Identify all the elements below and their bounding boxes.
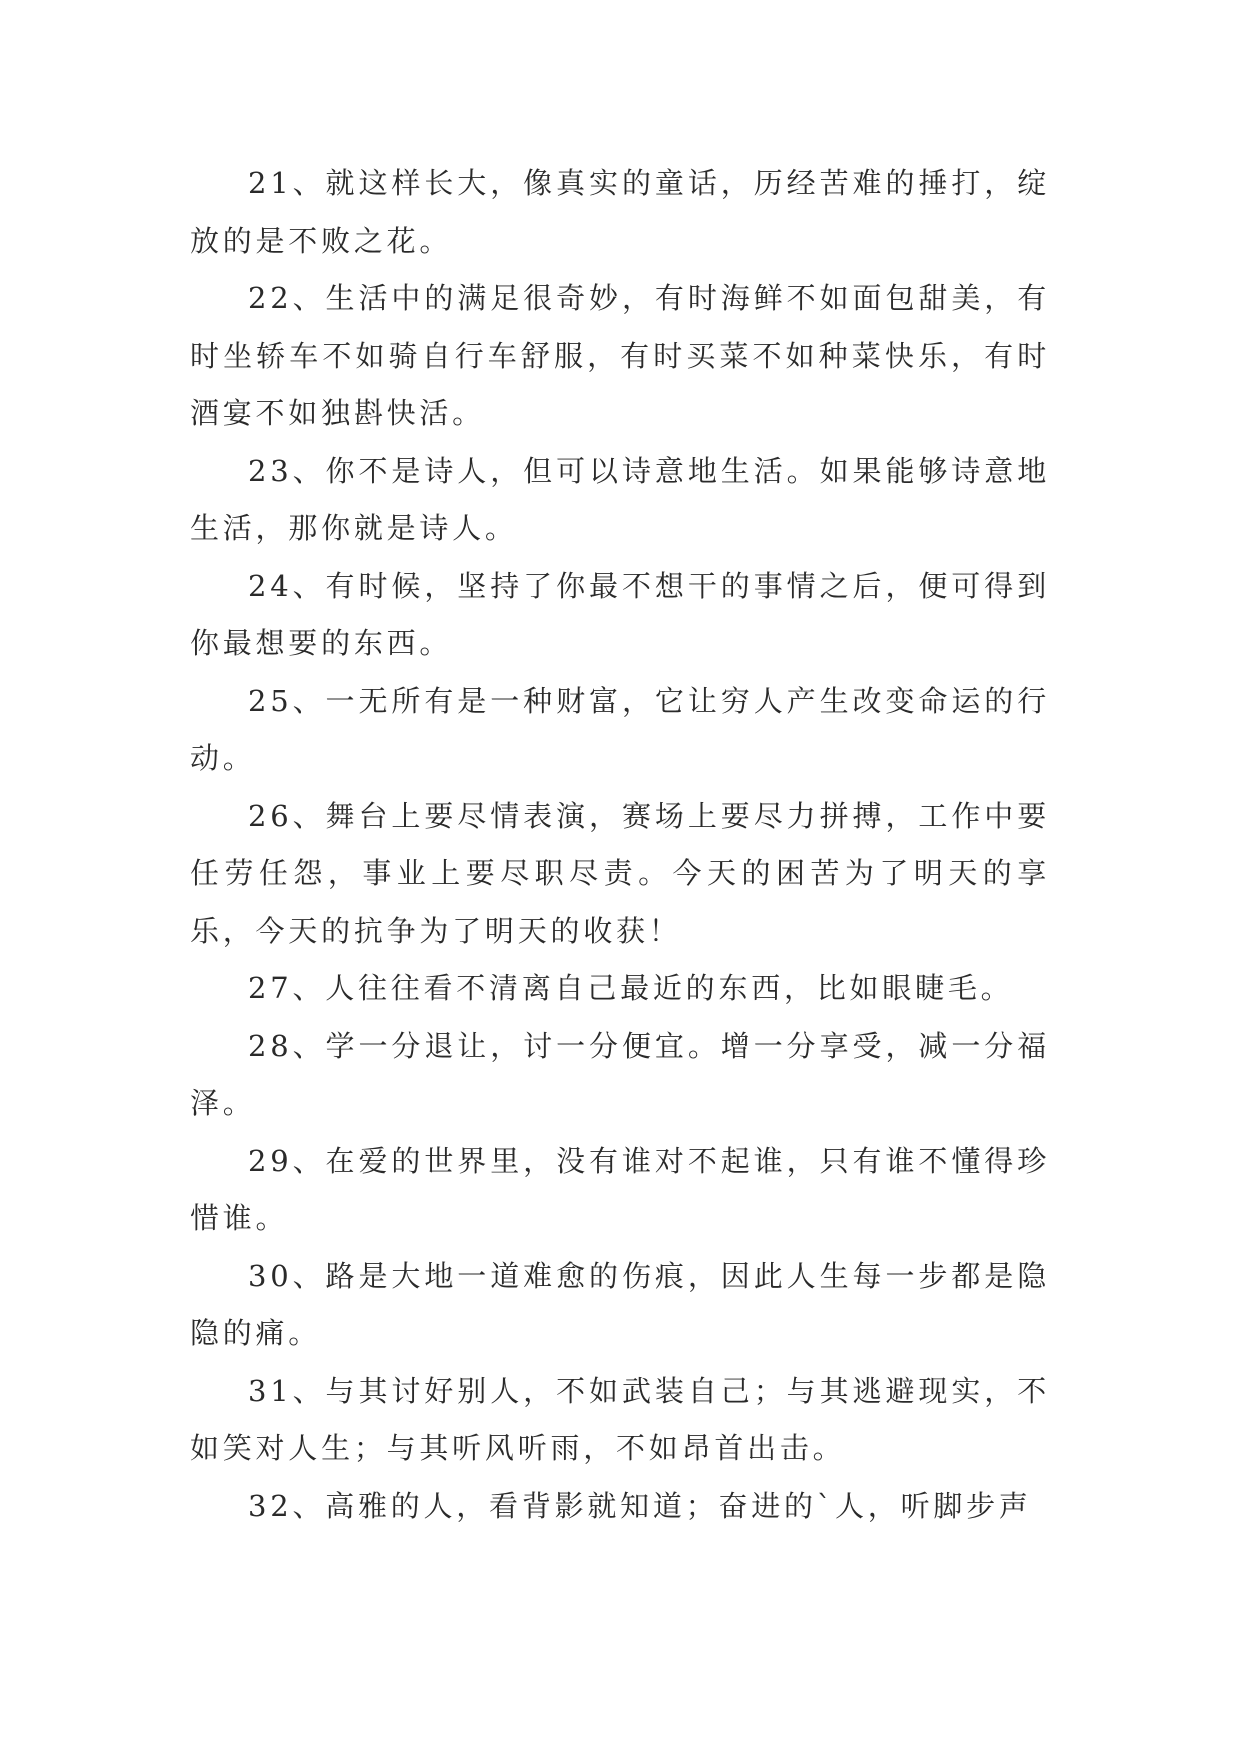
paragraph-27: 27、人往往看不清离自己最近的东西，比如眼睫毛。 xyxy=(248,971,1014,1005)
paragraph-28: 28、学一分退让，讨一分便宜。增一分享受，减一分福泽。 xyxy=(190,1028,1050,1120)
paragraph-23: 23、你不是诗人，但可以诗意地生活。如果能够诗意地生活，那你就是诗人。 xyxy=(190,453,1050,545)
paragraph-22: 22、生活中的满足很奇妙，有时海鲜不如面包甜美，有时坐轿车不如骑自行车舒服，有时买菜不如种菜快乐，有时酒宴不如独斟快活。 xyxy=(190,281,1050,430)
paragraph-31: 31、与其讨好别人，不如武装自己；与其逃避现实，不如笑对人生；与其听风听雨，不如昂首出击。 xyxy=(190,1373,1050,1465)
paragraph-24: 24、有时候，坚持了你最不想干的事情之后，便可得到你最想要的东西。 xyxy=(190,568,1050,660)
paragraph-26: 26、舞台上要尽情表演，赛场上要尽力拼搏，工作中要任劳任怨，事业上要尽职尽责。今天的困苦为了明天的享乐，今天的抗争为了明天的收获！ xyxy=(190,798,1050,948)
paragraph-30: 30、路是大地一道难愈的伤痕，因此人生每一步都是隐隐的痛。 xyxy=(190,1258,1050,1350)
paragraph-25: 25、一无所有是一种财富，它让穷人产生改变命运的行动。 xyxy=(190,683,1050,775)
paragraph-32: 32、高雅的人，看背影就知道；奋进的`人，听脚步声 xyxy=(248,1488,1032,1523)
paragraph-29: 29、在爱的世界里，没有谁对不起谁，只有谁不懂得珍惜谁。 xyxy=(190,1143,1050,1235)
paragraph-21: 21、就这样长大，像真实的童话，历经苦难的捶打，绽放的是不败之花。 xyxy=(190,166,1050,258)
document-body xyxy=(190,155,1050,1535)
